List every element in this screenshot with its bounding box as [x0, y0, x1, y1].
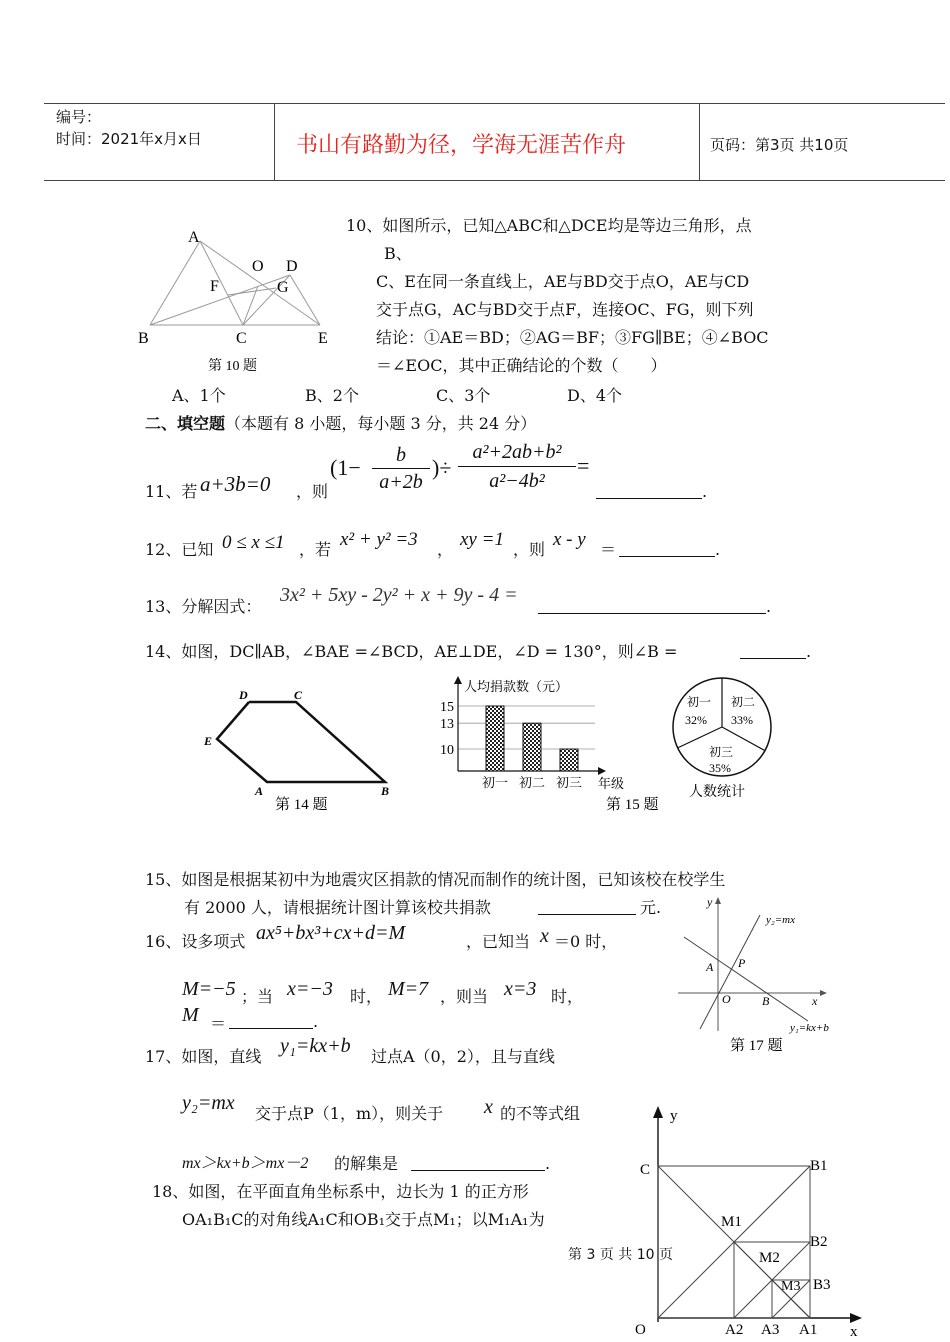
- q15-line2: 有 2000 人，请根据统计图计算该校共捐款: [184, 898, 491, 917]
- q14-text: 14、如图，DC∥AB，∠BAE =∠BCD，AE⊥DE，∠D = 130°，则∠B =: [145, 642, 678, 661]
- q14-answer-blank[interactable]: [740, 642, 806, 659]
- header-divider-left: [274, 103, 275, 180]
- q11-frac2-num: a²+2ab+b²: [458, 438, 576, 467]
- q17-label-x: x: [812, 994, 818, 1008]
- q11-then: ，则: [296, 482, 329, 501]
- bar-x-arrow: [598, 767, 606, 775]
- q18-label-O: O: [635, 1322, 646, 1338]
- bar-初三: [560, 749, 578, 771]
- q10-point-F: F: [210, 278, 219, 295]
- q17-x-arrow: [820, 990, 827, 996]
- pie-label-2-name: 初二: [731, 695, 756, 709]
- q16-eq: ＝: [210, 1014, 227, 1033]
- q17-prefix: 17、如图，直线: [145, 1047, 262, 1066]
- bar-y-arrow: [454, 676, 462, 684]
- pie-label-3-pct: 35%: [709, 761, 731, 775]
- q16-m1: M=−5: [182, 978, 236, 1000]
- q14-shape: [217, 702, 385, 782]
- q16-m2: M=7: [388, 978, 429, 1000]
- section2-heading: [145, 410, 536, 438]
- q17-label-y1: y₁=kx+b: [790, 1022, 829, 1034]
- q11-answer-blank[interactable]: [596, 482, 702, 499]
- q17-label-B: B: [762, 994, 770, 1008]
- q14-point-C: C: [294, 688, 303, 702]
- q10-point-E: E: [318, 330, 328, 347]
- header-page-info: 页码：第3页 共10页: [710, 136, 849, 154]
- q15-unit: 元.: [640, 898, 662, 917]
- q18-label-B3: B3: [813, 1277, 831, 1293]
- q18-label-A3: A3: [761, 1322, 780, 1338]
- q12-prefix: 12、已知: [145, 540, 214, 559]
- q11-prefix: 11、若: [145, 482, 198, 501]
- q17-line-y1: [684, 937, 808, 1021]
- q11-close-div: )÷: [432, 455, 452, 480]
- q17-ineq-tail: 的不等式组: [500, 1104, 581, 1123]
- q10-caption: 第 10 题: [208, 359, 257, 374]
- header-motto: 书山有路勤为径，学海无涯苦作舟: [296, 133, 627, 158]
- q16-prefix: 16、设多项式: [145, 932, 246, 951]
- q14-point-B: B: [381, 784, 390, 798]
- q17-line-y2-eq: y₂=mx: [182, 1092, 235, 1114]
- q13-expr: 3x² + 5xy - 2y² + x + 9y - 4 =: [280, 584, 518, 606]
- header-time: 时间：2021年x月x日: [56, 130, 202, 148]
- q11-one-minus: (1−: [330, 455, 361, 480]
- section2-note: （本题有 8 小题，每小题 3 分，共 24 分）: [225, 414, 537, 433]
- q17-label-y2: y₂=mx: [766, 914, 795, 926]
- bar-category-label: 初一: [481, 775, 509, 790]
- q17-figure: [674, 893, 850, 1063]
- q17-meet: 交于点P（1，m），则关于: [255, 1104, 444, 1123]
- q10-line6: ＝∠EOC，其中正确结论的个数（ ）: [376, 356, 667, 375]
- q14-point-D: D: [239, 688, 248, 702]
- q16-x3: x=−3: [287, 978, 333, 1000]
- bar-x-label: 年级: [598, 776, 625, 791]
- pie-label-1-pct: 32%: [685, 713, 707, 727]
- q16-at2: 时，: [551, 987, 584, 1006]
- q10-point-D: D: [286, 258, 298, 275]
- q16-poly: ax⁵+bx³+cx+d=M: [256, 922, 406, 944]
- bar-category-label: 初三: [555, 775, 583, 790]
- q12-comma: ，: [437, 540, 454, 559]
- q11-frac2: [458, 438, 576, 495]
- q10-option-b: B、2个: [305, 386, 359, 405]
- q18-label-M2: M2: [759, 1250, 780, 1266]
- q11-frac1-den: a+2b: [379, 471, 423, 493]
- q10-line3: C、E在同一条直线上，AE与BD交于点O，AE与CD: [376, 272, 750, 291]
- q11-frac1: [372, 442, 430, 495]
- footer-page: 第 3 页 共 10 页: [568, 1247, 673, 1263]
- q17-sol: 的解集是: [334, 1154, 399, 1173]
- bar-title: 人均捐款数（元）: [464, 679, 569, 694]
- q18-label-x: x: [850, 1324, 858, 1340]
- q10-line1: 10、如图所示，已知△ABC和△DCE均是等边三角形，点: [346, 216, 752, 235]
- q17-label-P: P: [738, 956, 746, 970]
- q17-pass: 过点A（0，2），且与直线: [371, 1047, 555, 1066]
- q12-cond3: xy =1: [460, 529, 504, 550]
- q13-period: .: [766, 597, 772, 616]
- q16-x4: x=3: [504, 978, 537, 1000]
- q12-cond2: x² + y² =3: [340, 529, 418, 550]
- q17-xvar: x: [484, 1096, 493, 1118]
- q11-condition: a+3b=0: [200, 472, 271, 496]
- q16-x0-val: ＝0 时，: [554, 932, 618, 951]
- header-top-rule: [44, 103, 945, 104]
- q12-then: ，则: [513, 540, 546, 559]
- q18-figure: [630, 1100, 870, 1342]
- q11-frac2-den: a²−4b²: [489, 470, 545, 492]
- q18-label-B2: B2: [810, 1234, 828, 1250]
- q14-caption: 第 14 题: [275, 797, 328, 813]
- q14-figure: [195, 682, 405, 817]
- q18-label-C: C: [640, 1162, 651, 1178]
- q12-eq: ＝: [600, 540, 617, 559]
- q11-period: .: [702, 482, 708, 501]
- q15-caption: 第 15 题: [606, 797, 659, 813]
- q16-x0: x: [540, 925, 549, 947]
- q14-period: .: [806, 642, 812, 661]
- bar-y-tick-label: 13: [440, 717, 454, 733]
- q10-option-c: C、3个: [436, 386, 491, 405]
- q17-line-y1-eq: y₁=kx+b: [280, 1035, 351, 1057]
- pie-label-3-name: 初三: [709, 745, 734, 759]
- q10-option-a: A、1个: [172, 386, 226, 405]
- q16-then: ，则当: [440, 987, 489, 1006]
- q18-line2: OA₁B₁C的对角线A₁C和OB₁交于点M₁；以M₁A₁为: [182, 1210, 545, 1229]
- q17-answer-blank[interactable]: [411, 1154, 545, 1171]
- q12-if: ，若: [299, 540, 332, 559]
- q10-point-C: C: [236, 330, 247, 347]
- q10-point-A: A: [188, 229, 200, 246]
- q17-label-A: A: [706, 960, 714, 974]
- q17-label-y: y: [707, 895, 713, 909]
- q17-end: .: [545, 1154, 551, 1173]
- q18-label-M3: M3: [781, 1279, 801, 1294]
- q12-period: .: [715, 540, 721, 559]
- q15-pie-chart: [665, 670, 785, 805]
- pie-label-2-pct: 33%: [731, 713, 753, 727]
- q18-label-M1: M1: [721, 1214, 742, 1230]
- q10-line2: B、: [384, 244, 412, 263]
- header-divider-right: [699, 103, 700, 180]
- pie-label-1-name: 初一: [687, 695, 712, 709]
- q10-point-B: B: [138, 330, 149, 347]
- q15-bar-chart: [430, 672, 665, 820]
- q10-point-O: O: [252, 258, 264, 275]
- q16-ask: M: [182, 1004, 199, 1026]
- bar-category-label: 初二: [518, 775, 546, 790]
- q16-when: ；当: [241, 987, 274, 1006]
- q14-point-E: E: [204, 734, 213, 748]
- q15-answer-blank[interactable]: [538, 898, 636, 915]
- header-code: 编号：: [56, 108, 102, 126]
- q18-line1: 18、如图，在平面直角坐标系中，边长为 1 的正方形: [152, 1182, 529, 1201]
- q18-x-arrow: [850, 1313, 862, 1323]
- bar-初二: [523, 723, 541, 771]
- q13-answer-blank[interactable]: [538, 597, 766, 614]
- q16-answer-blank[interactable]: [229, 1012, 313, 1029]
- q17-y-arrow: [715, 897, 721, 904]
- q18-label-A2: A2: [725, 1322, 744, 1338]
- bar-初一: [486, 706, 504, 771]
- q16-at: 时，: [350, 987, 383, 1006]
- q10-point-G: G: [277, 279, 289, 296]
- pie-title: 人数统计: [689, 785, 745, 800]
- q18-label-B1: B1: [810, 1158, 828, 1174]
- q13-prefix: 13、分解因式：: [145, 597, 262, 616]
- q15-line1: 15、如图是根据某初中为地震灾区捐款的情况而制作的统计图，已知该校在校学生: [145, 870, 726, 889]
- section2-title: 二、填空题: [145, 414, 226, 433]
- bar-y-tick-label: 10: [440, 743, 454, 758]
- q17-label-O: O: [722, 992, 731, 1006]
- q11-eq: =: [577, 453, 590, 478]
- q12-answer-blank[interactable]: [619, 540, 715, 557]
- bar-y-tick-label: 15: [440, 700, 454, 715]
- header-bottom-rule: [44, 180, 945, 181]
- q16-period: .: [313, 1012, 319, 1031]
- q16-given: ，已知当: [466, 932, 531, 951]
- q10-line5: 结论：①AE＝BD；②AG＝BF；③FG∥BE；④∠BOC: [376, 328, 769, 347]
- q17-caption: 第 17 题: [730, 1038, 783, 1054]
- q12-expr: x - y: [553, 529, 586, 550]
- q18-label-y: y: [670, 1108, 678, 1124]
- q10-line4: 交于点G，AC与BD交于点F，连接OC、FG，则下列: [376, 300, 754, 319]
- q11-frac1-num: b: [372, 442, 430, 469]
- q18-y-arrow: [653, 1106, 663, 1118]
- q10-figure: [130, 225, 345, 380]
- q14-point-A: A: [255, 784, 264, 798]
- q10-option-d: D、4个: [567, 386, 623, 405]
- q17-ineq: mx＞kx+b＞mx－2: [182, 1155, 309, 1172]
- q12-cond1: 0 ≤ x ≤1: [222, 532, 285, 553]
- q18-label-A1: A1: [799, 1322, 818, 1338]
